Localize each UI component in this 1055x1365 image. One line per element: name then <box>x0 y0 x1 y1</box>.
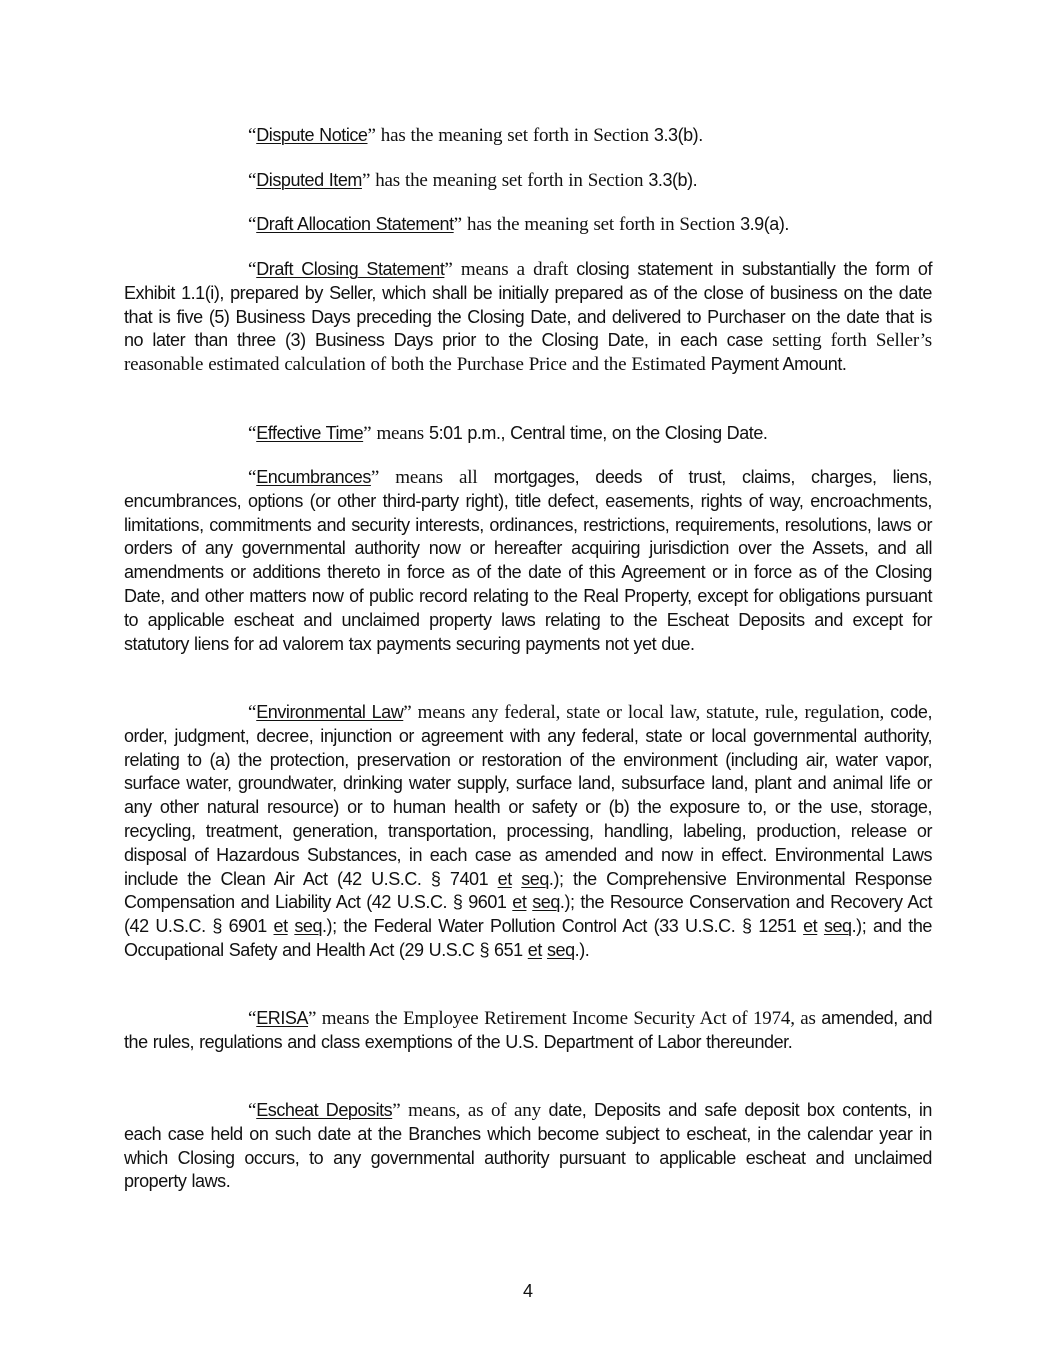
citation-et: et <box>273 916 288 937</box>
definition-dispute-notice <box>124 124 932 148</box>
open-quote: “ <box>248 702 257 723</box>
defined-term: Effective Time <box>256 423 364 443</box>
defined-term: Disputed Item <box>256 170 362 190</box>
citation-et: et <box>497 868 512 889</box>
open-quote: “ <box>248 125 257 146</box>
open-quote: “ <box>248 423 257 444</box>
open-quote: “ <box>248 467 257 488</box>
definition-lead: ” has the meaning set forth in Section <box>361 170 649 191</box>
definition-lead: ” has the meaning set forth in Section <box>367 125 654 146</box>
definition-tail: Payment Amount. <box>705 354 847 375</box>
citation-text: .); the Resource Conservation and Recovery Act (42 U.S.C. § 6901 <box>124 892 932 937</box>
definition-erisa <box>124 1007 932 1055</box>
definition-body: amended, and the rules, regulations and class exemptions of the U.S. Department of Labor thereunder. <box>124 1008 932 1052</box>
open-quote: “ <box>248 170 257 191</box>
citation-seq: seq <box>294 916 322 937</box>
definition-escheat-deposits <box>124 1099 932 1194</box>
definition-lead: ” means a draft <box>444 259 577 280</box>
definition-lead: ” means the Employee Retirement Income Security Act of 1974, as <box>308 1008 816 1029</box>
defined-term: Draft Closing Statement <box>256 259 445 279</box>
defined-term: ERISA <box>256 1008 309 1028</box>
definition-body: 3.3(b). <box>653 125 703 145</box>
open-quote: “ <box>248 1100 257 1121</box>
definition-lead: ” means <box>363 423 430 444</box>
definition-lead: ” means any federal, state or local law, statute, rule, regulation, <box>403 702 885 723</box>
definition-environmental-law <box>124 701 932 963</box>
definition-body: date, Deposits and safe deposit box contents, in each case held on such date at the Branches which become subject to escheat, in the calendar year in which Closing occurs, to any governmental authority pursuant to applicable escheat and unclaimed property laws. <box>124 1100 932 1192</box>
definition-body: closing statement in substantially the form of Exhibit 1.1(i), prepared by Seller, which shall be initially prepared as of the close of business on the date that is five (5) Business Days preceding the Closing Date, and delivered to Purchaser on the date that is no later than three (3) Business Days prior to the Closing Date, in each case <box>124 259 933 351</box>
defined-term: Dispute Notice <box>256 125 368 145</box>
defined-term: Environmental Law <box>256 702 404 722</box>
citation-et: et <box>527 939 542 960</box>
open-quote: “ <box>248 259 257 280</box>
citation-seq: seq <box>546 939 575 960</box>
defined-term: Draft Allocation Statement <box>256 214 454 234</box>
citation-et: et <box>512 892 527 913</box>
definition-lead: ” means, as of any <box>392 1100 549 1121</box>
definition-body: mortgages, deeds of trust, claims, charges, liens, encumbrances, options (or other third-party right), title defect, easements, rights of way, encroachments, limitations, commitments and security interests, ordinances, restrictions, requirements, resolutions, laws or orders of any governmental authority now or hereafter acquiring jurisdiction over the Assets, and all amendments or additions thereto in force as of the date of this Agreement or in force as of the Closing Date, and other matters now of public record relating to the Real Property, except for obligations pursuant to applicable escheat and unclaimed property laws relating to the Escheat Deposits and except for statutory liens for ad valorem tax payments securing payments not yet due. <box>124 467 932 654</box>
citation-seq: seq <box>521 868 549 889</box>
defined-term: Escheat Deposits <box>256 1100 393 1120</box>
definition-body: 3.9(a). <box>740 214 789 234</box>
definition-draft-allocation-statement <box>124 213 932 237</box>
defined-term: Encumbrances <box>256 467 371 487</box>
citation-seq: seq <box>532 892 560 913</box>
citation-seq: seq <box>823 916 852 937</box>
definition-draft-closing-statement <box>124 258 932 377</box>
definition-body: 3.3(b). <box>648 170 698 190</box>
page-number: 4 <box>522 1281 533 1301</box>
citation-text: .); the Comprehensive Environmental Response Compensation and Liability Act (42 U.S.C. § 9601 <box>124 868 932 913</box>
definition-lead: ” means all <box>370 467 494 488</box>
definition-body: code, order, judgment, decree, injunction or agreement with any federal, state or local governmental authority, relating to (a) the protection, preservation or restoration of the environment (including air, water vapor, surface water, groundwater, drinking water supply, surface land, subsurface land, plant and animal life or any other natural resource) or to human health or safety or (b) the exposure to, or the use, storage, recycling, treatment, generation, transportation, processing, handling, labeling, production, release or disposal of Hazardous Substances, in each case as amended and now in effect. Environmental Laws include the Clean Air Act (42 U.S.C. § 7401 <box>124 702 933 889</box>
definition-disputed-item <box>124 169 932 193</box>
open-quote: “ <box>248 214 257 235</box>
citation-text: .). <box>574 939 590 960</box>
definition-body-serif: setting forth Seller’s reasonable estimated calculation of both the Purchase Price and the Estimated <box>124 330 932 376</box>
definition-body: 5:01 p.m., Central time, on the Closing Date. <box>429 423 768 443</box>
definition-encumbrances <box>124 466 932 656</box>
citation-text: .); and the Occupational Safety and Health Act (29 U.S.C § 651 <box>124 916 932 960</box>
open-quote: “ <box>248 1008 257 1029</box>
definition-effective-time <box>124 422 932 446</box>
definition-lead: ” has the meaning set forth in Section <box>453 214 741 235</box>
citation-text: .); the Federal Water Pollution Control Act (33 U.S.C. § 1251 <box>322 916 804 937</box>
citation-et: et <box>803 916 818 937</box>
